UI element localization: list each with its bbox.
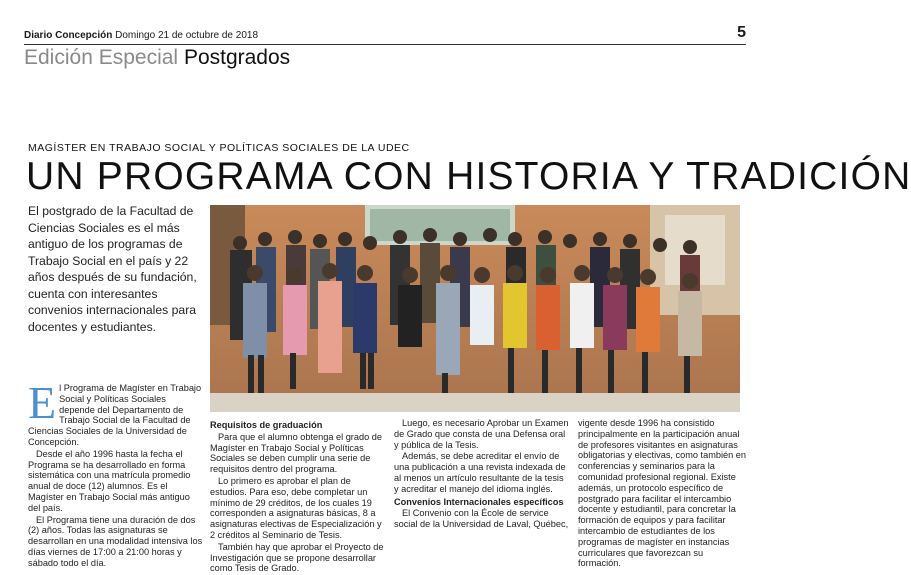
edition-label: Edición Especial xyxy=(24,46,179,69)
edition-banner xyxy=(24,46,290,70)
section-name: Postgrados xyxy=(183,46,291,69)
paragraph: Lo primero es aprobar el plan de estudios. Para eso, debe completar un mínimo de 29 créditos, de los cuales 19 corresponden a asignaturas básicas, 8 a asignaturas electivas de Especialización y 2 créditos al Seminario de Tesis. xyxy=(210,475,382,540)
drop-cap: E xyxy=(28,377,57,428)
page-number: 5 xyxy=(737,24,746,41)
paragraph: Luego, es necesario Aprobar un Examen de Grado que consta de una Defensa oral y pública de la Tesis. xyxy=(394,418,569,450)
article-column-2 xyxy=(210,418,386,575)
newspaper-name: Diario Concepción xyxy=(24,30,113,41)
article-kicker: MAGÍSTER EN TRABAJO SOCIAL Y POLÍTICAS SOCIALES DE LA UDEC xyxy=(28,142,410,154)
subheading-requirements: Requisitos de graduación xyxy=(210,420,323,430)
paragraph: vigente desde 1996 ha consistido principalmente en la participación anual de profesores visitantes en asignaturas obligatorias y electivas, como también en conferencias y seminarios para la comunidad profesional regional. Existe además, un protocolo específico de postgrado para facilitar el intercambio docente y estudiantil, para concretar la formación de equipos y para facilitar intercambio de estudiantes de los programas de magíster en instancias curriculares que favorezcan su formación. xyxy=(578,418,747,569)
paragraph: Desde el año 1996 hasta la fecha el Programa se ha desarrollado en forma sistemática con una matrícula promedio anual de doce (12) alumnos. Es el Magíster en Trabajo Social más antiguo del país. xyxy=(28,448,191,513)
paragraph: l Programa de Magíster en Trabajo Social y Políticas Sociales depende del Departamento de Trabajo Social de la Facultad de Ciencias Sociales de la Universidad de Concepción. xyxy=(28,383,202,447)
paragraph: También hay que aprobar el Proyecto de Investigación que se propone desarrollar como Tesis de Grado. xyxy=(210,541,384,574)
paragraph: Además, se debe acreditar el envío de una publicación a una revista indexada de al menos un artículo resultante de la tesis y acreditar el manejo del idioma inglés. xyxy=(394,451,566,494)
masthead xyxy=(24,24,746,42)
article-lead: El postgrado de la Facultad de Ciencias Sociales es el más antiguo de los programas de Trabajo Social en el país y 22 años después de su fundación, cuenta con interesantes convenios internacionales para docentes y estudiantes. xyxy=(28,204,197,334)
group-photo xyxy=(210,205,740,412)
article-column-1 xyxy=(28,377,204,570)
subheading-agreements: Convenios Internacionales específicos xyxy=(394,496,564,507)
article-column-4 xyxy=(578,418,746,570)
issue-date: Domingo 21 de octubre de 2018 xyxy=(115,30,259,41)
paragraph: Para que el alumno obtenga el grado de Magíster en Trabajo Social y Políticas Sociales se deben cumplir una serie de requisitos dentro del programa. xyxy=(210,431,382,475)
article-column-3 xyxy=(394,418,570,531)
paragraph: El Programa tiene una duración de dos (2) años. Todas las asignaturas se desarrollan en una modalidad intensiva los días viernes de 17:00 a 21:00 horas y sábado todo el día. xyxy=(28,514,203,568)
article-headline: UN PROGRAMA CON HISTORIA Y TRADICIÓN xyxy=(26,155,911,198)
paragraph: El Convenio con la École de service social de la Universidad de Laval, Québec, xyxy=(394,508,569,530)
masthead-divider xyxy=(24,44,746,45)
